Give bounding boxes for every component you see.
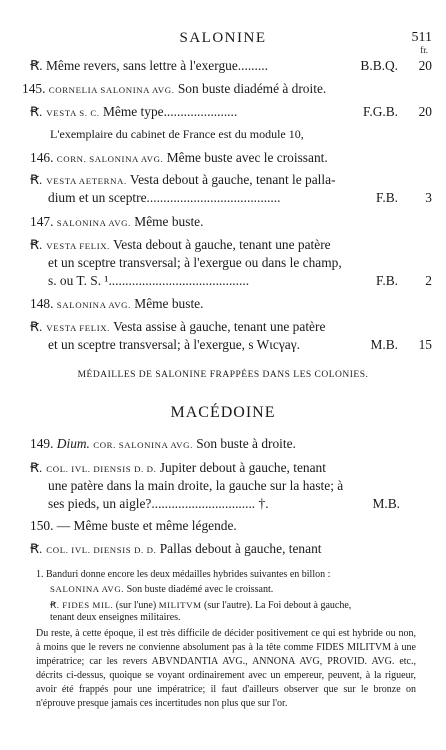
reverse-entry: Ꞧ. COL. IVL. DIENSIS D. D. Pallas debout à gauche, tenant [30,541,322,556]
entry-line [0,102,446,122]
reverse-entry: Ꞧ. COL. IVL. DIENSIS D. D. Jupiter debout à gauche, tenant [30,460,326,475]
price-value: 20 [418,104,432,119]
entry-line [0,235,446,255]
coin-legend: VESTA FELIX. [46,323,110,333]
rarity-mark: F.B. [375,273,398,288]
reverse-entry: Ꞧ. VESTA S. C. Même type...................... [30,104,238,119]
entry-number: 146. CORN. SALONINA AVG. Même buste avec le croissant. [30,150,328,165]
entry-number: 147. SALONINA AVG. Même buste. [30,214,204,229]
reverse-entry: Ꞧ. VESTA AETERNA. Vesta debout à gauche, tenant le palla- [30,172,336,187]
coin-legend: VESTA S. C. [46,108,100,118]
entry-line [0,56,446,76]
mint-place: Dium. [56,436,90,451]
rarity-mark: M.B. [372,496,400,511]
entry-line: ses pieds, un aigle?............................... †. M.B. [0,494,446,514]
price-value: 15 [418,337,432,352]
price-column-label: fr. [420,45,428,55]
price-value: 3 [425,190,432,205]
page-number: 511 [411,30,432,45]
footnote-line: SALONINA AVG. Son buste diadémé avec le croissant. [50,584,274,595]
entry-line [0,212,446,232]
entry-line: s. ou T. S. ¹.......................................... F.B. 2 [0,271,446,291]
entry-number: 150. — Même buste et même légende. [30,518,237,533]
entry-number: 145. CORNELIA SALONINA AVG. Son buste diadémé à droite. [22,81,327,96]
coin-legend: CORNELIA SALONINA AVG. [48,85,175,95]
coin-legend: VESTA AETERNA. [46,176,127,186]
rarity-mark: M.B. [370,337,398,352]
price-value: 20 [418,58,432,73]
note-line: L'exemplaire du cabinet de France est du module 10, [50,127,304,141]
rarity-mark: B.B.Q. [360,58,398,73]
entry-line [0,294,446,314]
entry-line: une patère dans la main droite, la gauche sur la haste; à [48,478,344,493]
coin-legend: COL. IVL. DIENSIS D. D. [46,545,157,555]
entry-line [0,458,446,478]
reverse-entry: Ꞧ. VESTA FELIX. Vesta debout à gauche, tenant une patère [30,237,331,252]
colonies-heading: MÉDAILLES DE SALONINE FRAPPÉES DANS LES COLONIES. [77,370,369,380]
entry-line: dium et un sceptre........................................ F.B. 3 [0,188,446,208]
entry-line: et un sceptre transversal; à l'exergue ou dans le champ, [48,255,342,270]
entry-line [0,317,446,337]
price-value: 2 [425,273,432,288]
entry-line [0,148,446,168]
entry-line [0,539,446,559]
entry-number: 148. SALONINA AVG. Même buste. [30,296,204,311]
coin-legend: SALONINA AVG. [56,218,131,228]
coin-legend: VESTA FELIX. [46,241,110,251]
page-header [0,28,446,55]
reverse-entry: Ꞧ. VESTA FELIX. Vesta assise à gauche, tenant une patère [30,319,326,334]
coin-legend: SALONINA AVG. [56,300,131,310]
entry-line: et un sceptre transversal; à l'exergue, s Wιcγaγ. M.B. 15 [0,335,446,355]
entry-text: Son buste diadémé à droite. [177,81,327,96]
entry-line [0,79,446,99]
entry-line [0,516,446,536]
footnote-line: 1. Banduri donne encore les deux médailles hybrides suivantes en billon : [36,569,331,580]
entry-line [0,434,446,454]
footnote-body: Du reste, à cette époque, il est très difficile de décider positivement ce qui est hybride ou non, à moins que le revers ne convienne absolument pas à la tête comme FIDES MILITVM à une impératrice; car les revers ABVNDANTIA AVG., ANNONA AVG, PROVID. AVG. etc., décrits ci-dessus, quoique se voyant ordinairement avec un empereur, peuvent, à la rigueur, avoir été frappés pour une impératrice; il faut d'ailleurs observer que sur le bronze on n'éprouve presque jamais ces incertitudes non plus que sur l'or. [36,628,416,709]
rarity-mark: F.B. [375,190,398,205]
coin-legend: COL. IVL. DIENSIS D. D. [46,464,157,474]
section-title: MACÉDOINE [170,404,276,421]
entry-number: 149. Dium. COR. SALONINA AVG. Son buste à droite. [30,436,296,451]
rarity-mark: F.G.B. [362,104,398,119]
footnote-line: tenant deux enseignes militaires. [50,612,181,623]
coin-legend: CORN. SALONINA AVG. [56,154,164,164]
entry-line [0,170,446,190]
footnote-line: Ꞧ. FIDES MIL. (sur l'une) MILITVM (sur l'autre). La Foi debout à gauche, [50,600,352,611]
coin-legend: COR. SALONINA AVG. [93,440,193,450]
entry-text: Ꞧ. Même revers, sans lettre à l'exergue......... [30,58,268,73]
running-title: SALONINE [179,30,267,46]
